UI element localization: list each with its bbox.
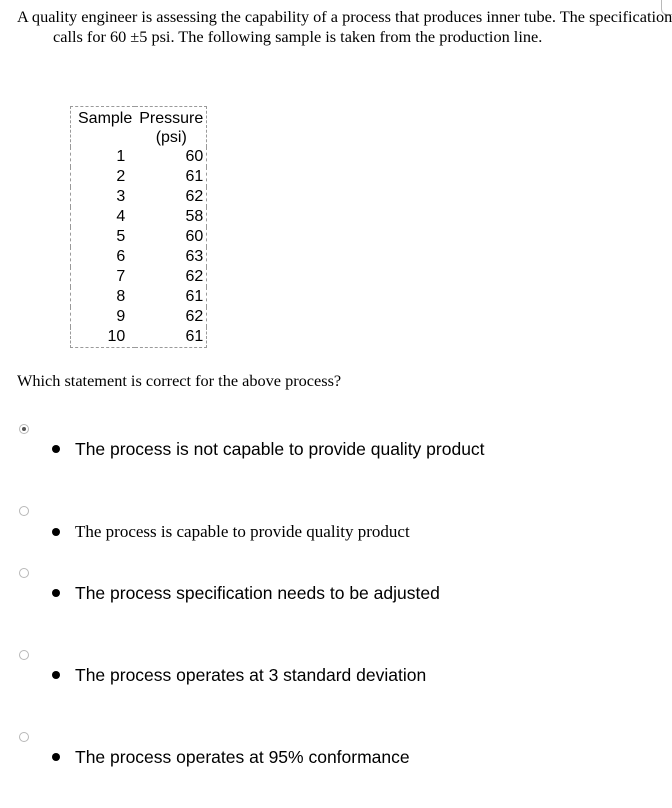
pressure-header-line2: (psi)	[155, 129, 187, 146]
prompt-text: Which statement is correct for the above process?	[17, 371, 342, 390]
radio-button-option-5[interactable]	[19, 732, 29, 742]
question-text: A quality engineer is assessing the capability of a process that produces inner tube. The specification calls for 60 ±5 psi. The following sample is taken from the production line.	[17, 7, 672, 46]
table-row	[71, 147, 207, 167]
pressure-cell: 62	[185, 308, 204, 325]
bullet-icon	[52, 528, 60, 536]
option-label[interactable]: The process operates at 95% conformance	[75, 747, 410, 767]
pressure-cell: 61	[185, 288, 204, 305]
option-label[interactable]: The process operates at 3 standard deviation	[75, 665, 427, 685]
pressure-cell: 61	[185, 328, 204, 345]
option-label[interactable]: The process specification needs to be adjusted	[75, 583, 440, 603]
sample-cell: 8	[116, 288, 126, 305]
answer-option-4[interactable]	[0, 649, 672, 709]
sample-cell: 3	[116, 188, 126, 205]
sample-cell: 10	[107, 328, 126, 345]
sample-cell: 1	[116, 148, 126, 165]
column-header-pressure	[135, 107, 207, 148]
sample-data-table	[70, 106, 207, 348]
table-row	[71, 247, 207, 267]
table-row	[71, 327, 207, 348]
pressure-cell: 63	[185, 248, 204, 265]
pressure-cell: 62	[185, 188, 204, 205]
option-label[interactable]: The process is capable to provide quality product	[75, 522, 410, 541]
pressure-cell: 61	[185, 168, 204, 185]
sample-cell: 4	[116, 208, 126, 225]
bullet-icon	[52, 753, 60, 761]
pressure-cell: 60	[185, 228, 204, 245]
answer-option-1[interactable]	[0, 423, 672, 483]
bullet-icon	[52, 671, 60, 679]
pressure-cell: 60	[185, 148, 204, 165]
option-label[interactable]: The process is not capable to provide quality product	[75, 439, 485, 459]
table-header-row	[71, 107, 207, 148]
radio-button-option-2[interactable]	[19, 506, 29, 516]
bullet-icon	[52, 445, 60, 453]
answer-option-3[interactable]	[0, 567, 672, 627]
sample-cell: 7	[116, 268, 126, 285]
pressure-header-line1: Pressure	[139, 110, 204, 127]
answer-option-5[interactable]	[0, 731, 672, 791]
table-row	[71, 307, 207, 327]
sample-cell: 9	[116, 308, 126, 325]
table-row	[71, 207, 207, 227]
table-row	[71, 287, 207, 307]
pressure-cell: 58	[185, 208, 204, 225]
radio-button-option-4[interactable]	[19, 650, 29, 660]
table-row	[71, 267, 207, 287]
bullet-icon	[52, 589, 60, 597]
table-row	[71, 167, 207, 187]
answer-option-2[interactable]	[0, 505, 672, 565]
sample-cell: 5	[116, 228, 126, 245]
sample-cell: 6	[116, 248, 126, 265]
radio-button-option-3[interactable]	[19, 568, 29, 578]
sample-cell: 2	[116, 168, 126, 185]
table-row	[71, 187, 207, 207]
column-header-sample: Sample	[78, 110, 133, 127]
pressure-cell: 62	[185, 268, 204, 285]
radio-button-option-1[interactable]	[19, 424, 29, 434]
radio-selected-dot	[22, 427, 26, 431]
table-row	[71, 227, 207, 247]
